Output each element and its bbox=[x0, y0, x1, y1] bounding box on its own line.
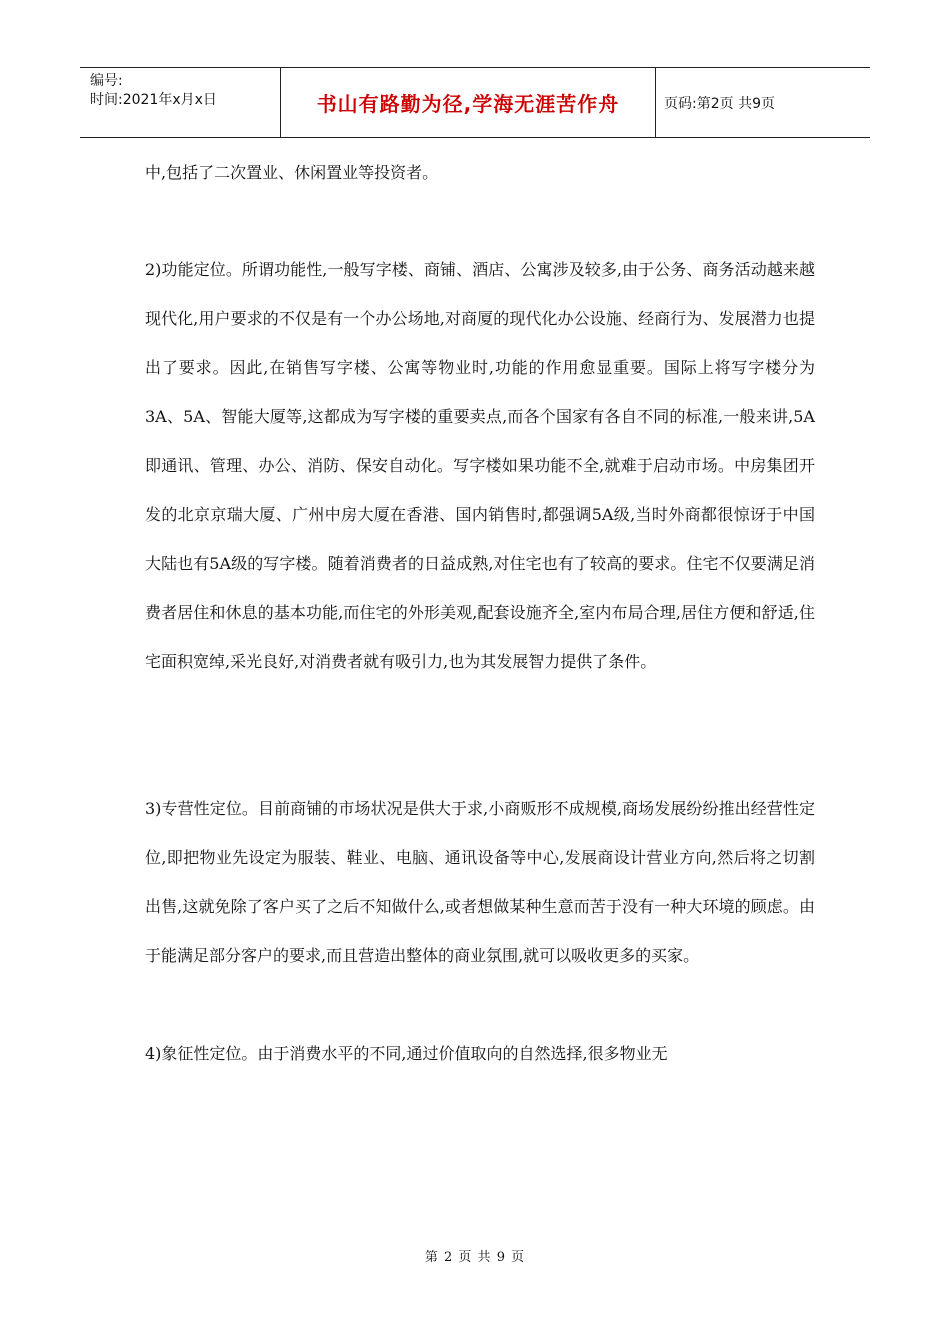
header-page-cell bbox=[656, 68, 870, 137]
header-info-cell bbox=[80, 68, 281, 137]
paragraph-functional-positioning: 2)功能定位。所谓功能性,一般写字楼、商铺、酒店、公寓涉及较多,由于公务、商务活动越来越现代化,用户要求的不仅是有一个办公场地,对商厦的现代化办公设施、经商行为、发展潜力也提出了要求。因此,在销售写字楼、公寓等物业时,功能的作用愈显重要。国际上将写字楼分为3A、5A、智能大厦等,这都成为写字楼的重要卖点,而各个国家有各自不同的标准,一般来讲,5A即通讯、管理、办公、消防、保安自动化。写字楼如果功能不全,就难于启动市场。中房集团开发的北京京瑞大厦、广州中房大厦在香港、国内销售时,都强调5A级,当时外商都很惊讶于中国大陆也有5A级的写字楼。随着消费者的日益成熟,对住宅也有了较高的要求。住宅不仅要满足消费者居住和休息的基本功能,而住宅的外形美观,配套设施齐全,室内布局合理,居住方便和舒适,住宅面积宽绰,采光良好,对消费者就有吸引力,也为其发展智力提供了条件。 bbox=[145, 260, 815, 671]
paragraph-symbolic-positioning: 4)象征性定位。由于消费水平的不同,通过价值取向的自然选择,很多物业无 bbox=[145, 1044, 668, 1063]
header-motto-cell bbox=[281, 68, 656, 137]
header-motto: 书山有路勤为径,学海无涯苦作舟 bbox=[316, 92, 620, 116]
document-header bbox=[80, 67, 870, 138]
paragraph-specialized-positioning: 3)专营性定位。目前商铺的市场状况是供大于求,小商贩形不成规模,商场发展纷纷推出经营性定位,即把物业先设定为服装、鞋业、电脑、通讯设备等中心,发展商设计营业方向,然后将之切割出售,这就免除了客户买了之后不知做什么,或者想做某种生意而苦于没有一种大环境的顾虑。由于能满足部分客户的要求,而且营造出整体的商业氛围,就可以吸收更多的买家。 bbox=[145, 799, 815, 965]
header-page-label: 页码:第2页 共9页 bbox=[664, 95, 775, 112]
document-number-label: 编号: bbox=[90, 73, 123, 89]
paragraph-continuation: 中,包括了二次置业、休闲置业等投资者。 bbox=[145, 163, 439, 182]
document-body bbox=[145, 148, 815, 1078]
document-time-label: 时间:2021年x月x日 bbox=[90, 92, 217, 108]
page-footer: 第 2 页 共 9 页 bbox=[424, 1250, 526, 1265]
